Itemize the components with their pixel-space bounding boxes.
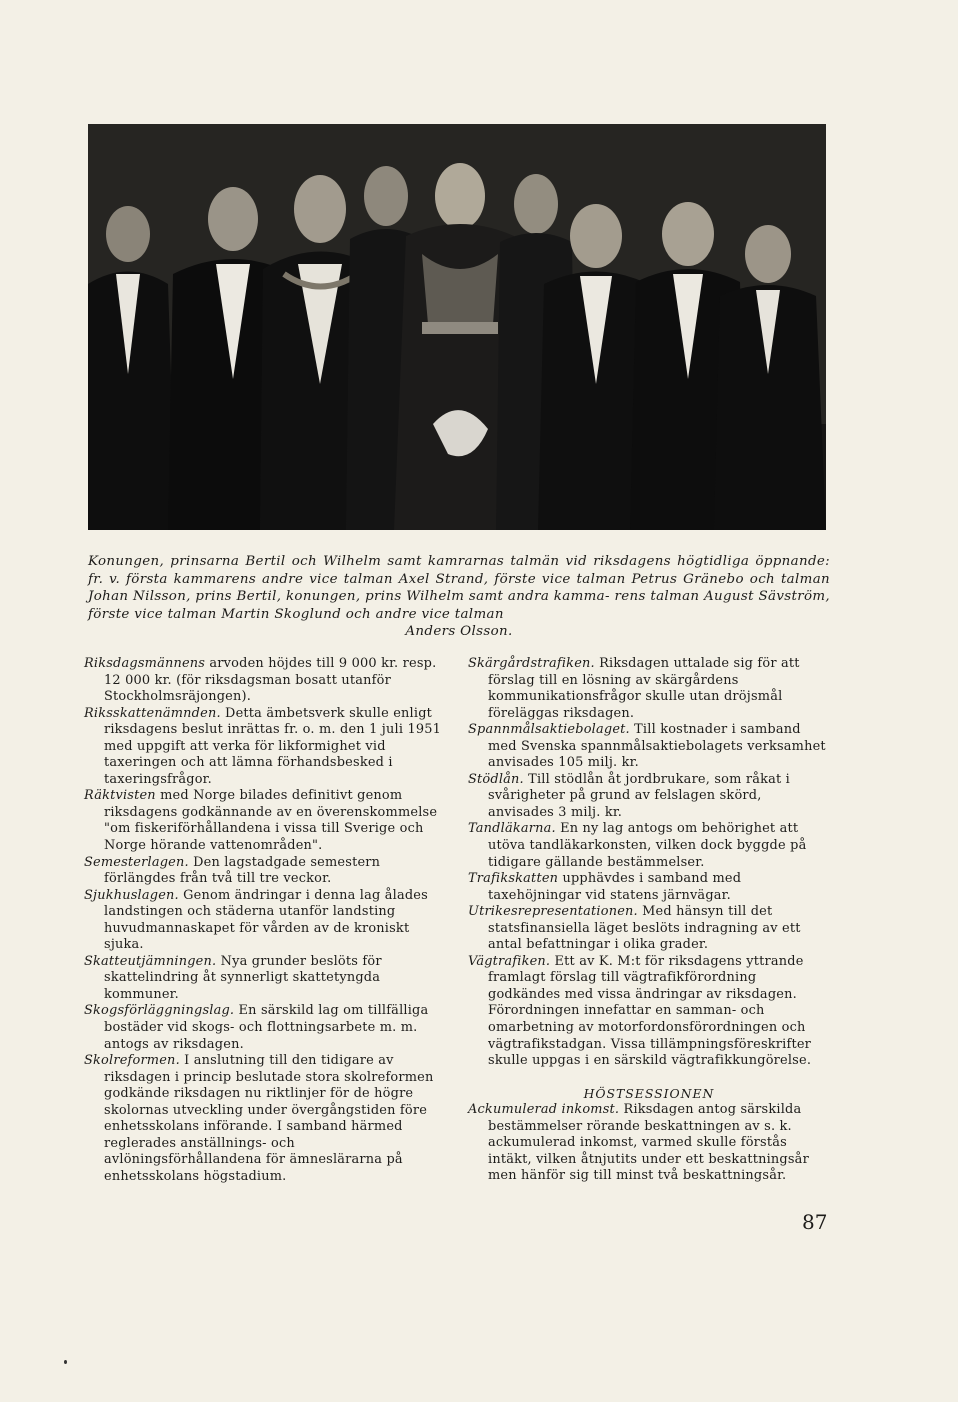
caption-line: rens talman August Sävström, förste vice talman Martin Skoglund och andre vice talman xyxy=(88,589,831,622)
print-speck xyxy=(64,1360,67,1364)
entry xyxy=(84,855,449,888)
entry-keyword: Riksdagsmännens xyxy=(84,656,206,671)
entry xyxy=(84,954,449,1004)
group-portrait-photo xyxy=(88,124,826,530)
entry-keyword: Vägtrafiken. xyxy=(468,953,551,969)
entry xyxy=(84,1003,449,1053)
entry-text: Nya grunder beslöts för skattelindring åt synnerligt skattetyngda kommuner. xyxy=(104,953,382,1002)
entry-keyword: Semesterlagen. xyxy=(84,854,189,870)
entry-keyword: Skogsförläggningslag. xyxy=(84,1003,235,1019)
caption-line: Konungen, prinsarna Bertil och Wilhelm samt kamrarnas talmän vid riksdagens högtidliga xyxy=(88,554,750,569)
right-column xyxy=(468,656,830,1185)
page-number: 87 xyxy=(802,1210,828,1234)
entry-text: Till stödlån åt jordbrukare, som råkat i svårigheter på grund av felslagen skörd, anvisades 3 milj. kr. xyxy=(488,771,790,820)
entry-text: Den lagstadgade semestern förlängdes från två till tre veckor. xyxy=(104,854,381,887)
entry-keyword: Spannmålsaktiebolaget. xyxy=(468,722,630,738)
entry-text: En ny lag antogs om behörighet att utöva tandläkarkonsten, vilken dock byggde på tidigare gällande bestämmelser. xyxy=(488,821,807,870)
entry-text: med Norge bilades definitivt genom riksdagens godkännande av en överenskommelse "om fiskeriförhållandena i vissa till Sverige och Norge hörande vattenområden". xyxy=(104,788,438,854)
entry-text: arvoden höjdes till 9 000 kr. resp. 12 000 kr. (för riksdagsman bosatt utanför Stockholmsräjongen). xyxy=(104,656,437,705)
entry-text: Riksdagen uttalade sig för att förslag till en lösning av skärgårdens kommunikationsfrågor skulle utan dröjsmål föreläggas riksdagen. xyxy=(488,656,800,721)
entry-text: Riksdagen antog särskilda bestämmelser rörande beskattningen av s. k. ackumulerad inkomst, varmed skulle förstås intäkt, vilken åtnjutits under ett beskattningsår men hänför sig till minst två beskattningsår. xyxy=(488,1102,809,1184)
entry-keyword: Ackumulerad inkomst. xyxy=(468,1102,620,1118)
entry xyxy=(84,1053,449,1185)
photo-illustration xyxy=(88,124,826,530)
entry-keyword: Riksskattenämnden. xyxy=(84,705,221,721)
entry-keyword: Skärgårdstrafiken. xyxy=(468,656,595,671)
entry-keyword: Utrikesrepresentationen. xyxy=(468,904,638,920)
caption-line: Gränebo och talman Johan Nilsson, prins Bertil, konungen, prins Wilhelm samt andra kamma- xyxy=(88,571,831,604)
entry-keyword: Skatteutjämningen. xyxy=(84,953,217,969)
entry xyxy=(84,788,449,854)
entry xyxy=(468,954,830,1070)
entry-text: En särskild lag om tillfälliga bostäder vid skogs- och flottningsarbete m. m. antogs av riksdagen. xyxy=(104,1003,429,1052)
entry xyxy=(468,656,830,722)
entry-keyword: Trafikskatten xyxy=(468,871,559,887)
entry-keyword: Skolreformen. xyxy=(84,1053,180,1069)
entry xyxy=(468,1102,830,1185)
entry xyxy=(468,904,830,954)
entry-text: Genom ändringar i denna lag ålades landstingen och städerna utanför landsting huvudmannaskapet för vården av de kroniskt sjuka. xyxy=(104,887,428,953)
entry-text: Detta ämbetsverk skulle enligt riksdagens beslut inrättas fr. o. m. den 1 juli 1951 med uppgift att verka för likformighet vid taxeringen och att lämna förhandsbesked i taxeringsfrågor. xyxy=(104,705,442,787)
entry xyxy=(84,656,449,706)
left-column xyxy=(84,656,449,1186)
entry xyxy=(468,821,830,871)
caption-line: öppnande: fr. v. första kammarens andre vice talman Axel Strand, förste vice talman Petrus xyxy=(88,554,831,587)
entry-keyword: Sjukhuslagen. xyxy=(84,887,179,903)
entry-text: Till kostnader i samband med Svenska spannmålsaktiebolagets verksamhet anvisades 105 milj. kr. xyxy=(488,722,826,771)
section-heading: HÖSTSESSIONEN xyxy=(583,1085,715,1101)
entry-keyword: Tandläkarna. xyxy=(468,821,556,837)
entry xyxy=(468,871,830,904)
entry xyxy=(468,722,830,772)
entry-text: Ett av K. M:t för riksdagens yttrande framlagt förslag till vägtrafikförordning godkändes med vissa ändringar av riksdagen. Förordningen innefattar en samman- och omarbetning av motorfordonsförordningen och vägtrafikstadgan. Vissa tillämpningsföreskrifter skulle uppgas i en särskild vägtrafikkungörelse. xyxy=(488,953,812,1069)
entry xyxy=(84,888,449,954)
caption-line: Anders Olsson. xyxy=(405,624,513,639)
entry-keyword: Stödlån. xyxy=(468,771,524,787)
entry-text: upphävdes i samband med taxehöjningar vid statens järnvägar. xyxy=(488,871,742,903)
entry xyxy=(468,772,830,822)
photo-caption xyxy=(88,553,830,641)
entry-text: Med hänsyn till det statsfinansiella läget beslöts indragning av ett antal befattningar i olika grader. xyxy=(488,904,801,953)
entry xyxy=(84,706,449,789)
entry-keyword: Räktvisten xyxy=(84,788,156,804)
entry-text: I anslutning till den tidigare av riksdagen i princip beslutade stora skolreformen godkände riksdagen nu riktlinjer för de högre skolornas utveckling under övergångstiden före enhetsskolans införande. I samband härmed reglerades anställnings- och avlöningsförhållandena för ämneslärarna på enhetsskolans högstadium. xyxy=(104,1053,434,1184)
